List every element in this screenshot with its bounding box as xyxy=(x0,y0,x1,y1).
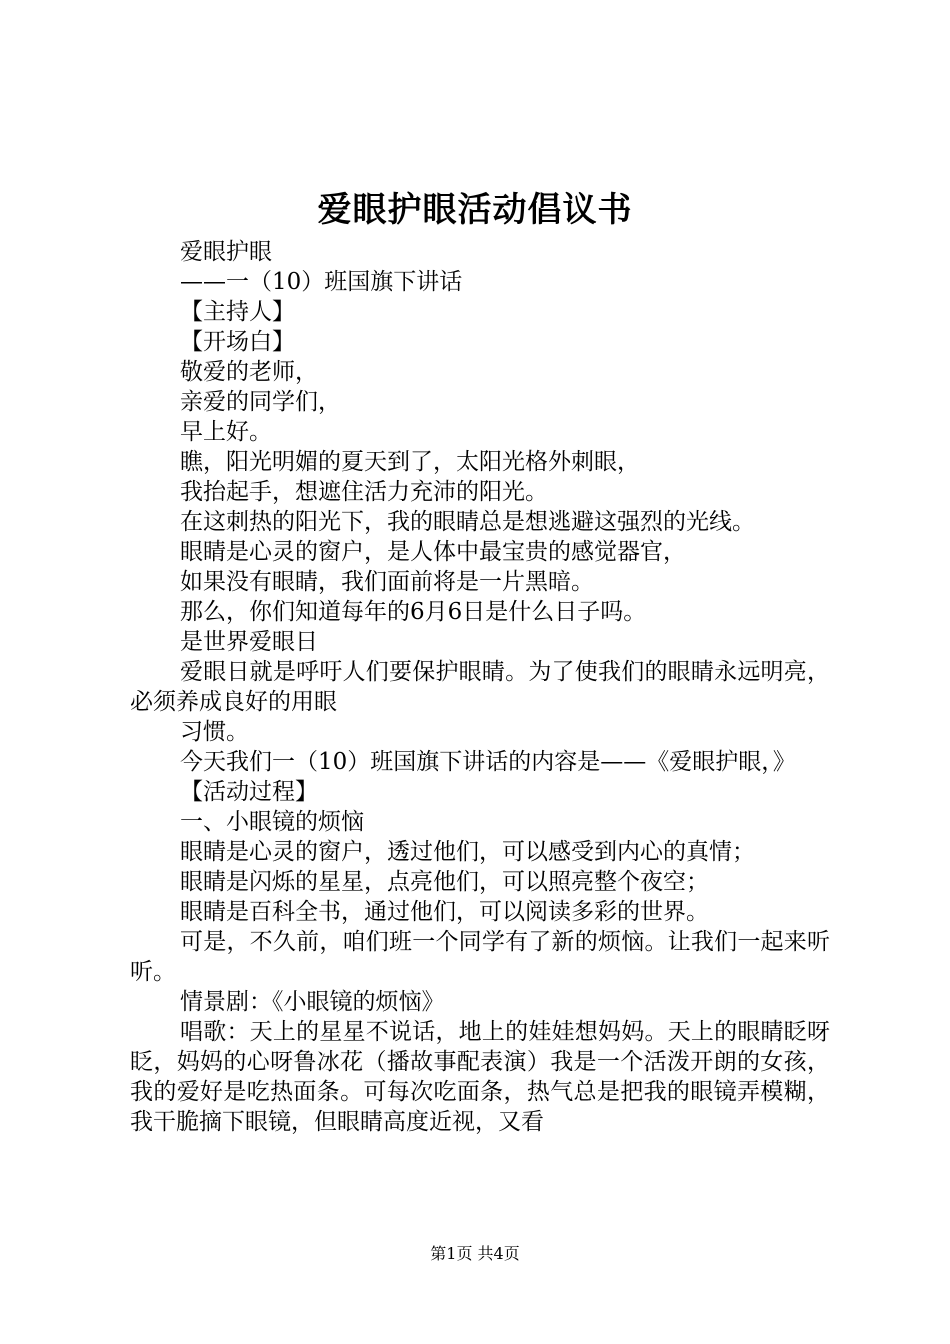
page-footer: 第1页 共4页 xyxy=(430,1244,520,1263)
paragraph: 那么，你们知道每年的6月6日是什么日子吗。 xyxy=(180,599,647,625)
paragraph: 瞧，阳光明媚的夏天到了，太阳光格外刺眼， xyxy=(180,449,640,475)
paragraph: 眼睛是心灵的窗户，是人体中最宝贵的感觉器官， xyxy=(180,539,686,565)
paragraph: 爱眼护眼 xyxy=(180,239,272,265)
paragraph: 爱眼日就是呼吁人们要保护眼睛。为了使我们的眼睛永远明亮，必须养成良好的用眼 xyxy=(130,659,830,715)
paragraph: 【主持人】 xyxy=(180,299,295,325)
paragraph: 敬爱的老师， xyxy=(180,359,318,385)
paragraph: 眼睛是百科全书，通过他们，可以阅读多彩的世界。 xyxy=(180,899,709,925)
paragraph: 一、小眼镜的烦恼 xyxy=(180,809,364,835)
paragraph: 可是，不久前，咱们班一个同学有了新的烦恼。让我们一起来听听。 xyxy=(130,929,830,985)
document-body xyxy=(130,237,830,1137)
paragraph: 今天我们一（10）班国旗下讲话的内容是——《爱眼护眼，》 xyxy=(180,749,796,775)
paragraph: ——一（10）班国旗下讲话 xyxy=(180,269,463,295)
paragraph: 在这刺热的阳光下，我的眼睛总是想逃避这强烈的光线。 xyxy=(180,509,755,535)
paragraph: 如果没有眼睛，我们面前将是一片黑暗。 xyxy=(180,569,594,595)
paragraph: 【活动过程】 xyxy=(180,779,318,805)
document-title: 爱眼护眼活动倡议书 xyxy=(317,190,633,230)
paragraph: 亲爱的同学们， xyxy=(180,389,341,415)
paragraph: 我抬起手，想遮住活力充沛的阳光。 xyxy=(180,479,548,505)
paragraph: 是世界爱眼日 xyxy=(180,629,318,655)
paragraph: 眼睛是闪烁的星星，点亮他们，可以照亮整个夜空； xyxy=(180,869,709,895)
paragraph: 【开场白】 xyxy=(180,329,295,355)
paragraph: 情景剧：《小眼镜的烦恼》 xyxy=(180,989,445,1015)
paragraph: 唱歌：天上的星星不说话，地上的娃娃想妈妈。天上的眼睛眨呀眨，妈妈的心呀鲁冰花（播故事配表演）我是一个活泼开朗的女孩，我的爱好是吃热面条。可每次吃面条，热气总是把我的眼镜弄模糊，我干脆摘下眼镜，但眼睛高度近视，又看 xyxy=(130,1019,830,1135)
paragraph: 习惯。 xyxy=(180,719,249,745)
paragraph: 早上好。 xyxy=(180,419,272,445)
paragraph: 眼睛是心灵的窗户，透过他们，可以感受到内心的真情； xyxy=(180,839,755,865)
